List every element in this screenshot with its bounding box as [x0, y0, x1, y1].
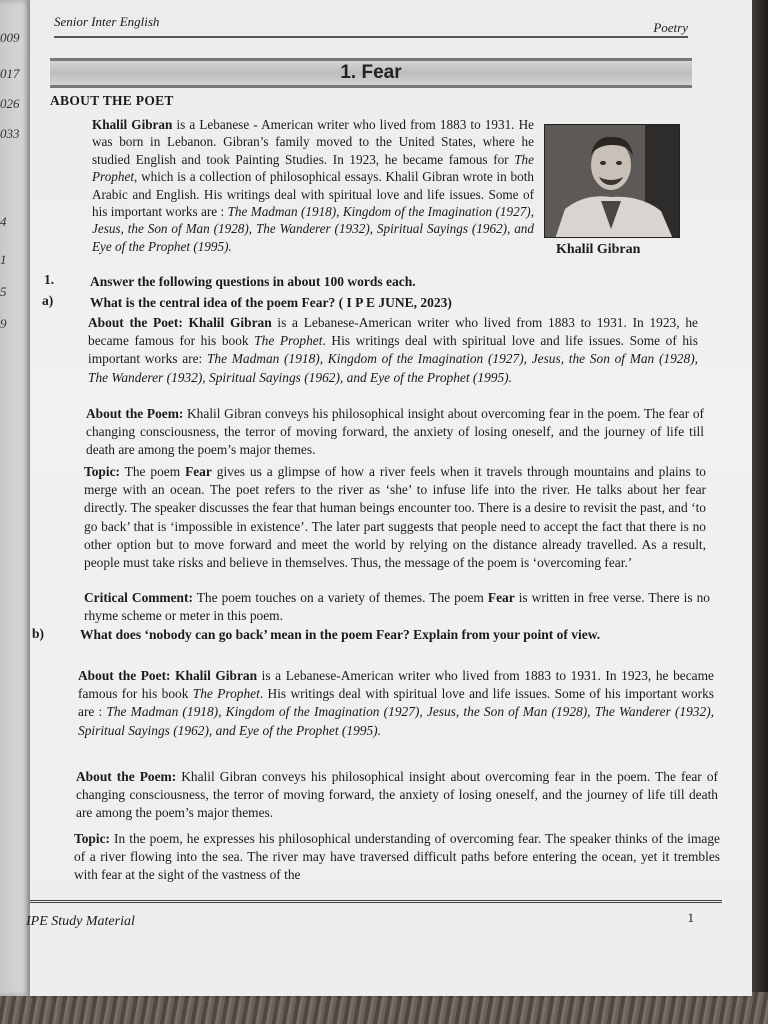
poet-name: Khalil Gibran [188, 315, 272, 330]
book-title-inline: The Prophet [92, 151, 534, 185]
qa-about-poem-text: Khalil Gibran conveys his philosophical insight about overcoming fear in the poem. The fear of changing consciousness, the terror of moving forward, the anxiety of losing oneself, and the journey of life till death are among the poem’s major themes. [86, 406, 705, 458]
lesson-title-bar [50, 58, 692, 88]
question-b-text: What does ‘nobody can go back’ mean in the poem Fear? Explain from your point of view. [80, 627, 601, 642]
poet-photo [544, 124, 680, 238]
question-a-text: What is the central idea of the poem Fear? ( I P E JUNE, 2023) [90, 295, 452, 310]
lesson-title: 1. Fear [340, 62, 402, 83]
qb-about-poem-text: Khalil Gibran conveys his philosophical insight about overcoming fear in the poem. The fear of changing consciousness, the terror of moving forward, the anxiety of losing oneself, and the journey of life till death are among the poem’s major themes. [76, 769, 718, 821]
works-list: The Madman (1918), Kingdom of the Imagination (1927), Jesus, the Son of Man (1928), The Wanderer (1932), Spiritual Sayings (1962), and Eye of the Prophet (1995). [88, 351, 699, 385]
about-poet-paragraph [92, 116, 534, 255]
book-title-inline: The Prophet [254, 333, 323, 349]
running-header [54, 14, 688, 38]
works-list: The Madman (1918), Kingdom of the Imagination (1927), Jesus, the Son of Man (1928), The Wanderer (1932), Spiritual Sayings (1962), and Eye of the Prophet (1995). [92, 204, 534, 254]
poet-name: Khalil Gibran [92, 117, 173, 132]
label-about-poem: About the Poem: [86, 406, 184, 421]
qb-about-poet [78, 667, 714, 740]
margin-fragment: 026 [0, 96, 20, 111]
label-about-poem: About the Poem: [76, 769, 177, 784]
works-list: The Madman (1918), Kingdom of the Imagination (1927), Jesus, the Son of Man (1928), The Wanderer (1932), Spiritual Sayings (1962), and Eye of the Prophet (1995). [78, 704, 714, 738]
label-topic: Topic: [74, 831, 110, 846]
poem-name: Fear [185, 464, 212, 479]
book-title: Senior Inter English [54, 14, 160, 29]
qa-topic [84, 463, 706, 572]
qa-critical-comment [84, 589, 710, 625]
qa-topic-text: The poem [119, 464, 186, 479]
margin-fragment: 5 [0, 284, 7, 299]
footer-divider [30, 900, 722, 906]
margin-fragment: 4 [0, 214, 7, 229]
poem-name: Fear [487, 590, 515, 605]
qb-about-poet-text-2: . His writings deal with spiritual love and life issues. Some of his important works are : [78, 686, 714, 720]
poet-name: Khalil Gibran [175, 668, 258, 683]
qb-topic [74, 830, 720, 885]
qb-about-poet-text: is a Lebanese-American writer who lived from 1883 to 1931. In 1923, he became famous for his book [78, 668, 714, 702]
footer-label: IPE Study Material [26, 914, 135, 929]
margin-fragment: 9 [0, 316, 7, 331]
bio-text: is a Lebanese - American writer who lived from 1883 to 1931. He was born in Lebanon. Gibran’s family moved to the United States, where he studied English and took Painting Studies. In 1923, he became famous for [92, 117, 534, 167]
previous-page-edge [0, 0, 30, 996]
qb-about-poem [76, 768, 718, 823]
section-name: Poetry [653, 20, 688, 35]
label-topic: Topic: [84, 464, 120, 479]
label-about-poet: About the Poet: [88, 315, 183, 330]
qb-topic-text: In the poem, he expresses his philosophical understanding of overcoming fear. The speaker thinks of the image of a river flowing into the sea. The river may have traversed difficult paths before entering the ocean, yet it trembles with fear at the sight of the vastness of the [74, 831, 720, 883]
bio-text-2: , which is a collection of philosophical essays. Khalil Gibran wrote in both Arabic and English. His writings deal with spiritual love and life issues. Some of his important works are : [92, 169, 534, 220]
portrait-image [545, 125, 680, 238]
qa-about-poem [86, 405, 704, 460]
margin-fragment: 033 [0, 126, 20, 141]
qa-topic-text-2: gives us a glimpse of how a river feels when it travels through mountains and plains to merge with an ocean. The poet refers to the river as ‘she’ to infuse life into the river. He talks about her fear directly. The speaker discusses the fear that human beings encounter too. There is a desire to revisit the past, and ‘to go back’ that is ‘impossible in existence’. The later part suggests that people need to accept the fact that there is no other option but to move forward and meet the world by relying on the distance already travelled. As a result, people must take risks and believe in themselves. Thus, the message of the poem is ‘overcoming fear.’ [84, 464, 706, 571]
about-poet-heading: ABOUT THE POET [50, 93, 174, 108]
page-number: 1 [687, 910, 694, 925]
question-a-label: a) [42, 293, 54, 308]
qa-about-poet-text: is a Lebanese-American writer who lived from 1883 to 1931. In 1923, he became famous for his book [88, 315, 698, 349]
qa-critical-text-2: is written in free verse. There is no rhyme scheme or meter in this poem. [84, 590, 710, 624]
qa-critical-text: The poem touches on a variety of themes. The poem [192, 590, 488, 605]
qa-about-poet-text-2: . His writings deal with spiritual love and life issues. Some of his important works are: [88, 333, 698, 367]
book-page [26, 0, 752, 996]
book-title-inline: The Prophet [192, 686, 260, 702]
margin-fragment: 009 [0, 30, 20, 45]
question-instruction: Answer the following questions in about 100 words each. [90, 274, 416, 289]
photo-caption: Khalil Gibran [556, 242, 641, 257]
margin-fragment: 1 [0, 252, 7, 267]
background-surface [0, 992, 768, 1024]
question-number: 1. [44, 272, 55, 287]
qa-about-poet [88, 314, 698, 387]
margin-fragment: 017 [0, 66, 20, 81]
label-about-poet: About the Poet: [78, 668, 171, 683]
question-b-label: b) [32, 626, 45, 641]
label-critical-comment: Critical Comment: [84, 590, 193, 605]
